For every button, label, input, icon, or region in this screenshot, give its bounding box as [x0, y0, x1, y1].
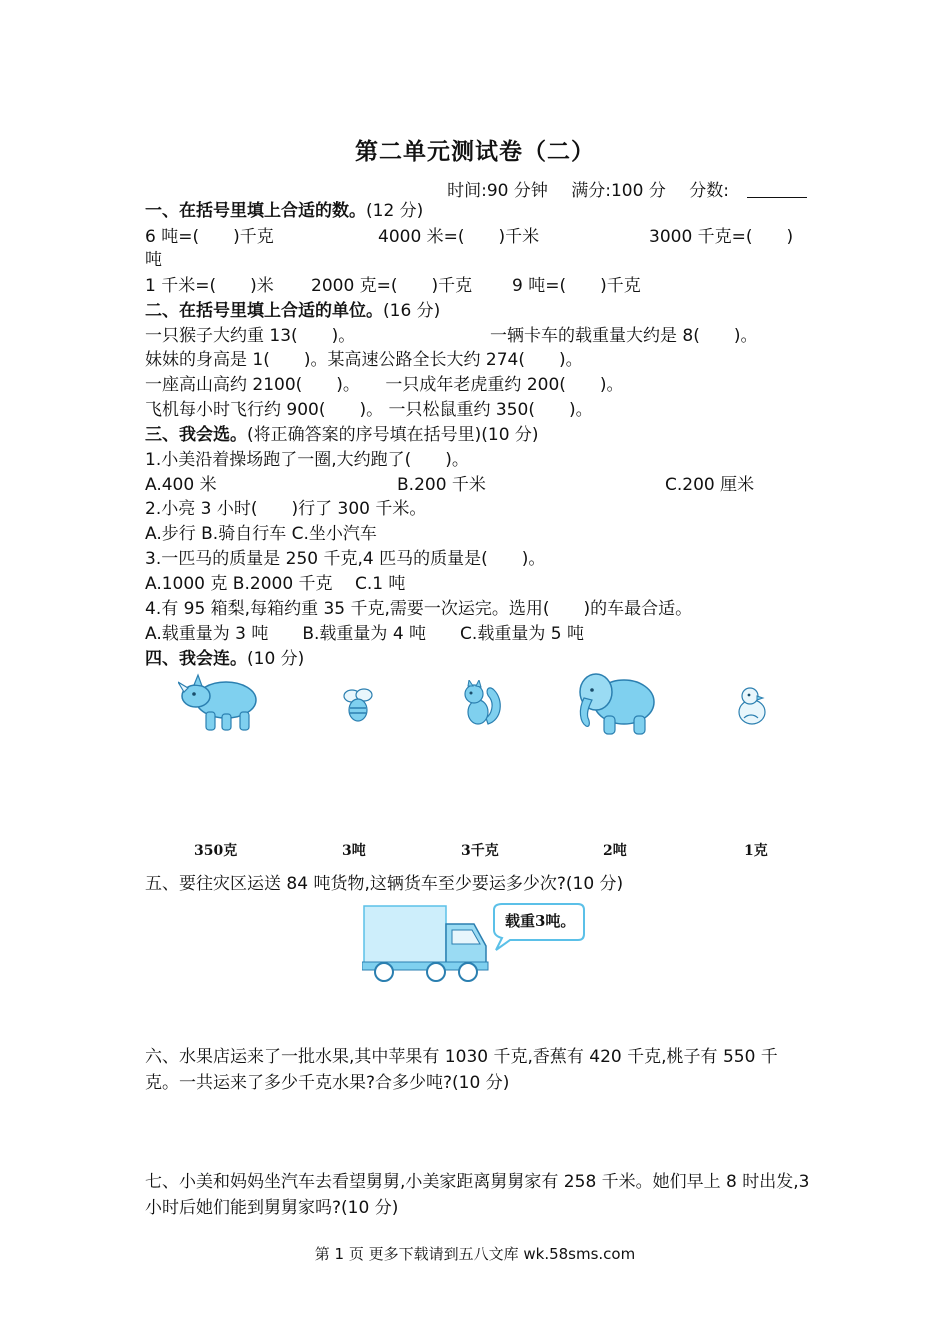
time-limit: 时间:90 分钟 [447, 181, 548, 201]
question-item: 一只猴子大约重 13( )。 [145, 326, 356, 346]
chick-illustration [732, 684, 772, 728]
section-1-heading: 一、在括号里填上合适的数。(12 分) [145, 201, 424, 221]
elephant-illustration [574, 668, 660, 738]
bubble-text: 载重3吨。 [505, 912, 576, 930]
exam-meta [429, 176, 807, 201]
question-item: 1 千米=( )米 [145, 276, 274, 296]
full-score: 满分:100 分 [571, 181, 666, 201]
weight-label-3: 3千克 [461, 843, 499, 859]
section-7-question: 七、小美和妈妈坐汽车去看望舅舅,小美家距离舅舅家有 258 千米。她们早上 8 时出发,3 小时后她们能到舅舅家吗?(10 分) [145, 1172, 810, 1218]
rhino-illustration [178, 670, 262, 734]
page-title: 第二单元测试卷（二） [355, 138, 595, 165]
option-a: A.400 米 [145, 475, 217, 495]
section-2-line-3: 一座高山高约 2100( )。 一只成年老虎重约 200( )。 [145, 375, 624, 395]
question-4-options: A.载重量为 3 吨 B.载重量为 4 吨 C.载重量为 5 吨 [145, 624, 584, 644]
section-6-question: 六、水果店运来了一批水果,其中苹果有 1030 千克,香蕉有 420 千克,桃子有 550 千克。一共运来了多少千克水果?合多少吨?(10 分) [145, 1047, 778, 1093]
question-item: 6 吨=( )千克 [145, 227, 274, 247]
question-3-options: A.1000 克 B.2000 千克 C.1 吨 [145, 574, 406, 594]
question-2: 2.小亮 3 小时( )行了 300 千米。 [145, 499, 427, 519]
weight-label-2: 3吨 [342, 843, 366, 859]
question-item: 4000 米=( )千米 [378, 227, 540, 247]
question-1: 1.小美沿着操场跑了一圈,大约跑了( )。 [145, 450, 469, 470]
weight-label-5: 1克 [744, 843, 768, 859]
question-3: 3.一匹马的质量是 250 千克,4 匹马的质量是( )。 [145, 549, 546, 569]
section-2-line-4: 飞机每小时飞行约 900( )。 一只松鼠重约 350( )。 [145, 400, 593, 420]
section-2-heading: 二、在括号里填上合适的单位。(16 分) [145, 301, 441, 321]
question-2-options: A.步行 B.骑自行车 C.坐小汽车 [145, 524, 377, 544]
section-1-row-1-wrap: 吨 [145, 250, 162, 270]
bee-illustration [340, 686, 376, 724]
question-item: 3000 千克=( ) [649, 227, 794, 247]
section-4-heading: 四、我会连。(10 分) [145, 649, 305, 669]
option-b: B.200 千米 [397, 475, 486, 495]
question-item: 9 吨=( )千克 [512, 276, 641, 296]
section-1-row-2 [145, 275, 810, 297]
weight-label-4: 2吨 [603, 843, 627, 859]
section-3-heading: 三、我会选。(将正确答案的序号填在括号里)(10 分) [145, 425, 539, 445]
option-c: C.200 厘米 [665, 475, 755, 495]
section-1-row-1 [145, 226, 810, 248]
question-item: 一辆卡车的载重量大约是 8( )。 [490, 326, 758, 346]
section-2-line-1 [145, 325, 810, 347]
weight-label-1: 350克 [194, 843, 238, 859]
score-label: 分数: [689, 181, 807, 201]
squirrel-illustration [458, 680, 504, 728]
question-1-options [145, 474, 810, 496]
section-5-question: 五、要往灾区运送 84 吨货物,这辆货车至少要运多少次?(10 分) [145, 874, 624, 894]
section-2-line-2: 妹妹的身高是 1( )。某高速公路全长大约 274( )。 [145, 350, 583, 370]
question-4: 4.有 95 箱梨,每箱约重 35 千克,需要一次运完。选用( )的车最合适。 [145, 599, 693, 619]
truck-illustration [362, 900, 490, 988]
question-item: 2000 克=( )千克 [311, 276, 473, 296]
page-footer: 第 1 页 更多下载请到五八文库 wk.58sms.com [314, 1245, 636, 1263]
score-blank [747, 183, 807, 198]
